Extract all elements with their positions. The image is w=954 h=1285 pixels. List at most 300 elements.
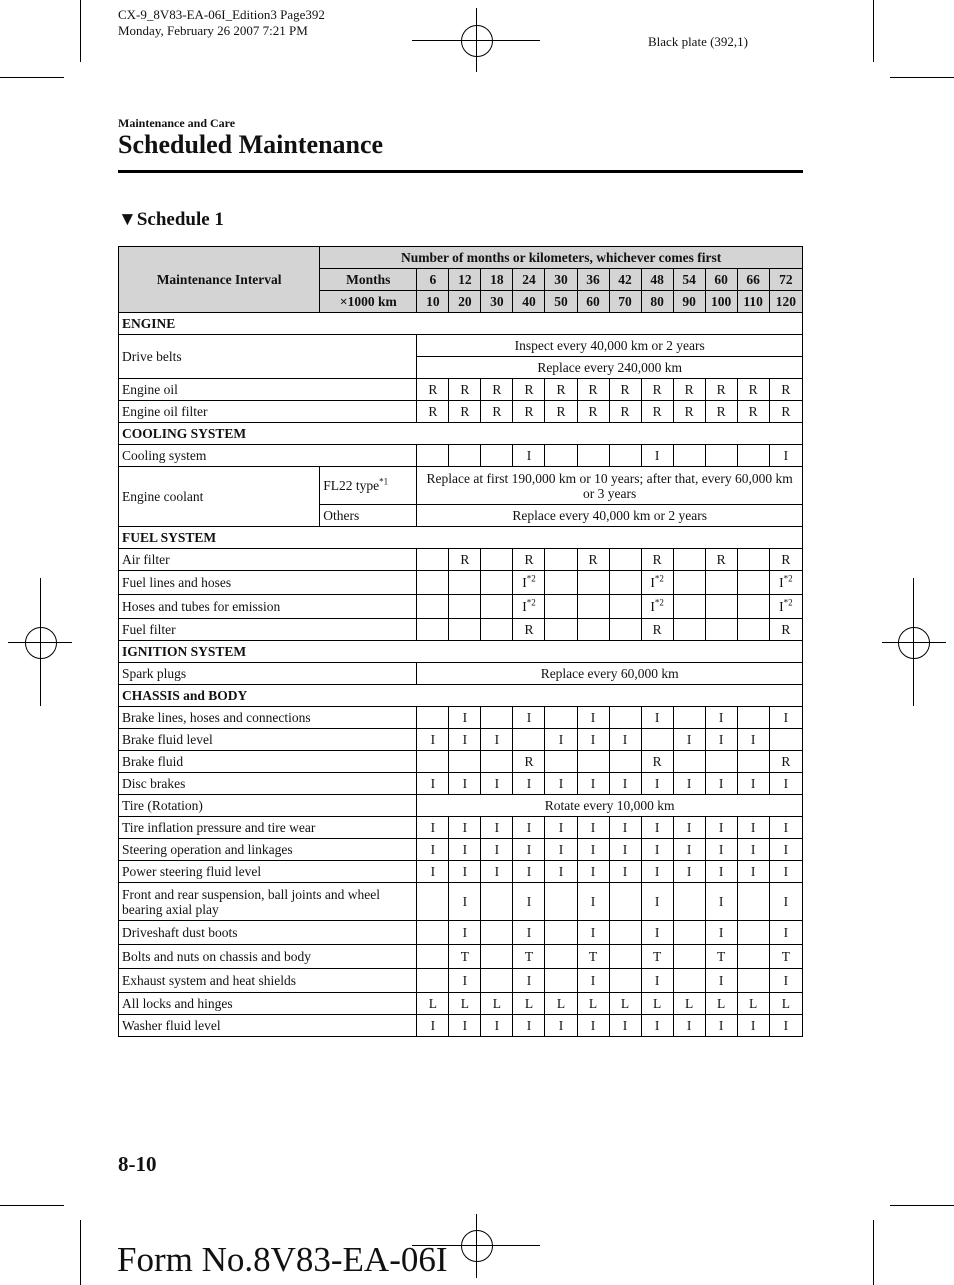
- schedule-mark: I: [558, 776, 564, 791]
- table-row: [119, 751, 803, 773]
- schedule-cell: [769, 445, 802, 467]
- schedule-cell: [737, 993, 769, 1015]
- schedule-mark: I: [494, 1018, 500, 1033]
- schedule-mark: I: [462, 776, 468, 791]
- schedule-mark: I: [650, 575, 655, 590]
- item-label: Exhaust system and heat shields: [119, 969, 417, 993]
- coolant-type-label: FL22 type: [323, 478, 380, 493]
- schedule-cell: [417, 619, 449, 641]
- schedule-mark: I: [654, 842, 660, 857]
- schedule-cell: [577, 549, 609, 571]
- schedule-cell: [737, 883, 769, 921]
- km-cell: 20: [449, 291, 481, 313]
- months-label: Months: [320, 269, 417, 291]
- coolant-type-fl22: [320, 467, 417, 505]
- table-row: [119, 993, 803, 1015]
- item-label: Driveshaft dust boots: [119, 921, 417, 945]
- schedule-cell: [769, 549, 802, 571]
- schedule-cell: [449, 969, 481, 993]
- schedule-mark: I: [718, 732, 724, 747]
- schedule-mark: I: [686, 864, 692, 879]
- schedule-mark: I: [718, 894, 724, 909]
- schedule-mark: I: [558, 864, 564, 879]
- schedule-mark: I: [783, 894, 789, 909]
- table-header-row: [119, 247, 803, 269]
- schedule-mark: I: [462, 925, 468, 940]
- footnote-ref: *2: [654, 573, 664, 584]
- schedule-cell: [449, 921, 481, 945]
- schedule-mark: I: [650, 599, 655, 614]
- schedule-cell: [673, 969, 705, 993]
- month-cell: 24: [513, 269, 545, 291]
- schedule-cell: [705, 883, 737, 921]
- schedule-cell: [417, 729, 449, 751]
- schedule-cell: [545, 401, 577, 423]
- schedule-mark: I: [494, 864, 500, 879]
- schedule-mark: I: [462, 710, 468, 725]
- schedule-cell: [545, 993, 577, 1015]
- schedule-mark: I: [750, 732, 756, 747]
- schedule-cell: [577, 921, 609, 945]
- schedule-mark: L: [588, 996, 598, 1011]
- schedule-mark: I: [622, 820, 628, 835]
- schedule-mark: R: [588, 382, 598, 397]
- schedule-cell: [705, 619, 737, 641]
- schedule-mark: R: [781, 552, 791, 567]
- category-label: CHASSIS and BODY: [119, 685, 803, 707]
- registration-circle: [898, 627, 930, 659]
- schedule-mark: I: [654, 864, 660, 879]
- schedule-cell: [609, 595, 641, 619]
- schedule-cell: [417, 969, 449, 993]
- schedule-mark: I: [654, 1018, 660, 1033]
- schedule-cell: [673, 401, 705, 423]
- schedule-cell: [481, 883, 513, 921]
- crop-mark: [873, 0, 874, 62]
- schedule-cell: [641, 993, 673, 1015]
- schedule-cell: [705, 379, 737, 401]
- month-cell: 30: [545, 269, 577, 291]
- item-label: Engine oil: [119, 379, 417, 401]
- schedule-mark: R: [781, 382, 791, 397]
- schedule-cell: [673, 945, 705, 969]
- interval-note: Replace every 40,000 km or 2 years: [417, 505, 803, 527]
- schedule-mark: I: [718, 864, 724, 879]
- schedule-mark: I: [526, 894, 532, 909]
- maintenance-interval-header: Maintenance Interval: [119, 247, 320, 313]
- schedule-mark: L: [492, 996, 502, 1011]
- schedule-cell: [705, 861, 737, 883]
- schedule-cell: [545, 445, 577, 467]
- km-cell: 10: [417, 291, 449, 313]
- schedule-cell: [673, 571, 705, 595]
- schedule-mark: I: [718, 776, 724, 791]
- table-row: [119, 707, 803, 729]
- schedule-mark: I: [522, 599, 527, 614]
- print-header-line2: Monday, February 26 2007 7:21 PM: [118, 23, 308, 38]
- schedule-mark: I: [494, 732, 500, 747]
- schedule-mark: R: [781, 754, 791, 769]
- schedule-mark: I: [783, 1018, 789, 1033]
- schedule-cell: [705, 445, 737, 467]
- schedule-mark: I: [430, 842, 436, 857]
- schedule-cell: [545, 595, 577, 619]
- schedule-mark: R: [652, 622, 662, 637]
- schedule-cell: [449, 571, 481, 595]
- schedule-cell: [577, 571, 609, 595]
- schedule-cell: [673, 773, 705, 795]
- schedule-cell: [641, 969, 673, 993]
- schedule-cell: [737, 1015, 769, 1037]
- schedule-mark: L: [556, 996, 566, 1011]
- schedule-mark: I: [526, 973, 532, 988]
- schedule-mark: I: [622, 732, 628, 747]
- km-cell: 80: [641, 291, 673, 313]
- schedule-mark: I: [750, 842, 756, 857]
- schedule-mark: R: [524, 552, 534, 567]
- schedule-mark: I: [526, 776, 532, 791]
- schedule-cell: [769, 401, 802, 423]
- schedule-mark: I: [750, 1018, 756, 1033]
- schedule-mark: I: [462, 842, 468, 857]
- schedule-cell: [737, 969, 769, 993]
- schedule-cell: [577, 945, 609, 969]
- month-cell: 6: [417, 269, 449, 291]
- coolant-type-others: Others: [320, 505, 417, 527]
- table-row: [119, 729, 803, 751]
- section-label: Maintenance and Care: [118, 116, 236, 130]
- table-row-drive-belts: [119, 335, 803, 357]
- plate-label: Black plate (392,1): [648, 34, 748, 49]
- schedule-cell: [609, 773, 641, 795]
- schedule-mark: R: [620, 382, 630, 397]
- schedule-cell: [481, 773, 513, 795]
- page-title: Scheduled Maintenance: [118, 130, 384, 159]
- schedule-mark: I: [622, 842, 628, 857]
- schedule-mark: I: [783, 973, 789, 988]
- schedule-title: Schedule 1: [136, 209, 224, 230]
- schedule-mark: L: [749, 996, 758, 1011]
- crop-mark: [0, 77, 64, 78]
- schedule-mark: I: [590, 894, 596, 909]
- schedule-cell: [769, 751, 802, 773]
- table-row: [119, 969, 803, 993]
- schedule-cell: [481, 945, 513, 969]
- schedule-cell: [577, 379, 609, 401]
- schedule-mark: I: [522, 575, 527, 590]
- schedule-cell: [641, 921, 673, 945]
- schedule-cell: [577, 883, 609, 921]
- month-cell: 60: [705, 269, 737, 291]
- schedule-cell: [609, 379, 641, 401]
- schedule-mark: I: [462, 864, 468, 879]
- schedule-cell: [417, 595, 449, 619]
- schedule-cell: [609, 839, 641, 861]
- schedule-cell: [481, 839, 513, 861]
- schedule-cell: [609, 445, 641, 467]
- schedule-cell: [705, 817, 737, 839]
- month-cell: 18: [481, 269, 513, 291]
- schedule-cell: [449, 445, 481, 467]
- schedule-mark: R: [556, 404, 566, 419]
- schedule-cell: [641, 945, 673, 969]
- schedule-mark: T: [588, 949, 598, 964]
- schedule-cell: [609, 993, 641, 1015]
- item-label: Steering operation and linkages: [119, 839, 417, 861]
- schedule-cell: [673, 595, 705, 619]
- schedule-mark: T: [460, 949, 470, 964]
- schedule-cell: [545, 861, 577, 883]
- schedule-mark: L: [620, 996, 630, 1011]
- crop-mark: [80, 1220, 81, 1285]
- item-label: Brake lines, hoses and connections: [119, 707, 417, 729]
- km-label: ×1000 km: [320, 291, 417, 313]
- schedule-cell: [513, 1015, 545, 1037]
- schedule-cell: [705, 993, 737, 1015]
- schedule-cell: [545, 817, 577, 839]
- schedule-cell: [673, 861, 705, 883]
- item-label: Disc brakes: [119, 773, 417, 795]
- schedule-mark: R: [652, 552, 662, 567]
- schedule-mark: I: [718, 1018, 724, 1033]
- schedule-mark: L: [684, 996, 694, 1011]
- schedule-cell: [449, 729, 481, 751]
- schedule-cell: [769, 969, 802, 993]
- schedule-cell: [417, 861, 449, 883]
- schedule-mark: I: [526, 710, 532, 725]
- schedule-cell: [417, 401, 449, 423]
- schedule-mark: I: [590, 842, 596, 857]
- schedule-cell: [449, 773, 481, 795]
- schedule-cell: [545, 571, 577, 595]
- schedule-cell: [737, 549, 769, 571]
- item-label: Front and rear suspension, ball joints and wheel bearing axial play: [119, 883, 417, 921]
- schedule-mark: I: [654, 894, 660, 909]
- schedule-cell: [417, 839, 449, 861]
- schedule-cell: [705, 549, 737, 571]
- schedule-cell: [513, 401, 545, 423]
- schedule-cell: [545, 751, 577, 773]
- crop-mark: [873, 1220, 874, 1285]
- footnote-ref: *2: [526, 597, 536, 608]
- schedule-cell: [481, 379, 513, 401]
- schedule-cell: [673, 921, 705, 945]
- schedule-mark: I: [686, 842, 692, 857]
- schedule-cell: [737, 751, 769, 773]
- schedule-mark: I: [779, 575, 784, 590]
- item-label: Washer fluid level: [119, 1015, 417, 1037]
- schedule-mark: R: [460, 382, 470, 397]
- schedule-cell: [481, 751, 513, 773]
- schedule-cell: [673, 817, 705, 839]
- schedule-mark: R: [492, 404, 502, 419]
- schedule-mark: I: [654, 925, 660, 940]
- crop-mark: [0, 1205, 64, 1206]
- schedule-cell: [577, 969, 609, 993]
- schedule-cell: [769, 861, 802, 883]
- schedule-cell: [705, 969, 737, 993]
- schedule-cell: [449, 839, 481, 861]
- schedule-mark: R: [620, 404, 630, 419]
- schedule-cell: [481, 707, 513, 729]
- schedule-mark: L: [717, 996, 726, 1011]
- schedule-cell: [577, 619, 609, 641]
- item-label: Drive belts: [119, 335, 417, 379]
- schedule-cell: [513, 707, 545, 729]
- schedule-cell: [513, 595, 545, 619]
- schedule-cell: [737, 619, 769, 641]
- schedule-cell: [545, 707, 577, 729]
- schedule-cell: [513, 993, 545, 1015]
- schedule-cell: [737, 571, 769, 595]
- schedule-mark: I: [718, 710, 724, 725]
- schedule-cell: [545, 969, 577, 993]
- schedule-cell: [673, 883, 705, 921]
- schedule-cell: [545, 921, 577, 945]
- schedule-mark: I: [430, 1018, 436, 1033]
- schedule-cell: [417, 707, 449, 729]
- schedule-cell: [545, 619, 577, 641]
- footnote-ref: *2: [783, 573, 793, 584]
- interval-note: Inspect every 40,000 km or 2 years: [417, 335, 803, 357]
- schedule-cell: [705, 729, 737, 751]
- schedule-cell: [673, 619, 705, 641]
- schedule-cell: [513, 945, 545, 969]
- schedule-cell: [705, 1015, 737, 1037]
- table-row: [119, 379, 803, 401]
- km-cell: 40: [513, 291, 545, 313]
- schedule-cell: [769, 595, 802, 619]
- table-row: [119, 861, 803, 883]
- table-row: [119, 883, 803, 921]
- schedule-mark: I: [462, 894, 468, 909]
- schedule-mark: I: [526, 820, 532, 835]
- table-row: [119, 945, 803, 969]
- month-cell: 54: [673, 269, 705, 291]
- schedule-cell: [481, 969, 513, 993]
- schedule-mark: R: [524, 754, 534, 769]
- schedule-cell: [737, 921, 769, 945]
- schedule-cell: [513, 883, 545, 921]
- schedule-cell: [481, 549, 513, 571]
- km-cell: 90: [673, 291, 705, 313]
- schedule-mark: R: [428, 382, 438, 397]
- schedule-cell: [449, 401, 481, 423]
- schedule-cell: [577, 1015, 609, 1037]
- schedule-mark: I: [590, 710, 596, 725]
- schedule-mark: I: [430, 776, 436, 791]
- schedule-cell: [481, 619, 513, 641]
- schedule-cell: [577, 445, 609, 467]
- schedule-cell: [513, 619, 545, 641]
- schedule-cell: [641, 751, 673, 773]
- schedule-cell: [513, 861, 545, 883]
- schedule-cell: [769, 1015, 802, 1037]
- table-row: [119, 1015, 803, 1037]
- schedule-cell: [417, 445, 449, 467]
- schedule-mark: R: [781, 622, 791, 637]
- schedule-mark: I: [718, 820, 724, 835]
- schedule-mark: R: [492, 382, 502, 397]
- schedule-mark: R: [652, 404, 662, 419]
- schedule-mark: R: [652, 382, 662, 397]
- schedule-mark: I: [590, 973, 596, 988]
- table-row: [119, 595, 803, 619]
- schedule-cell: [705, 595, 737, 619]
- schedule-mark: I: [462, 820, 468, 835]
- footnote-ref: *2: [526, 573, 536, 584]
- schedule-cell: [769, 945, 802, 969]
- schedule-mark: R: [716, 552, 726, 567]
- schedule-cell: [577, 401, 609, 423]
- table-row: [119, 445, 803, 467]
- schedule-cell: [417, 883, 449, 921]
- schedule-mark: R: [588, 404, 598, 419]
- schedule-cell: [641, 549, 673, 571]
- schedule-cell: [673, 751, 705, 773]
- schedule-cell: [481, 571, 513, 595]
- schedule-cell: [481, 445, 513, 467]
- month-cell: 42: [609, 269, 641, 291]
- schedule-cell: [449, 707, 481, 729]
- schedule-mark: I: [462, 732, 468, 747]
- schedule-cell: [673, 729, 705, 751]
- schedule-mark: R: [716, 382, 726, 397]
- table-row: [119, 619, 803, 641]
- schedule-cell: [417, 921, 449, 945]
- schedule-mark: I: [654, 973, 660, 988]
- schedule-cell: [609, 945, 641, 969]
- item-label: Spark plugs: [119, 663, 417, 685]
- schedule-mark: I: [750, 820, 756, 835]
- schedule-mark: R: [652, 754, 662, 769]
- schedule-cell: [609, 861, 641, 883]
- schedule-cell: [449, 945, 481, 969]
- schedule-cell: [513, 379, 545, 401]
- table-row: [119, 839, 803, 861]
- footnote-ref: *2: [654, 597, 664, 608]
- schedule-cell: [513, 773, 545, 795]
- schedule-cell: [577, 817, 609, 839]
- schedule-cell: [641, 861, 673, 883]
- schedule-cell: [545, 773, 577, 795]
- schedule-mark: R: [716, 404, 726, 419]
- schedule-cell: [417, 571, 449, 595]
- schedule-mark: I: [654, 820, 660, 835]
- schedule-cell: [417, 1015, 449, 1037]
- schedule-mark: I: [494, 820, 500, 835]
- item-label: Brake fluid level: [119, 729, 417, 751]
- category-row-chassis: [119, 685, 803, 707]
- schedule-cell: [609, 619, 641, 641]
- km-cell: 50: [545, 291, 577, 313]
- schedule-cell: [609, 969, 641, 993]
- schedule-cell: [609, 817, 641, 839]
- schedule-cell: [641, 839, 673, 861]
- schedule-mark: T: [717, 949, 726, 964]
- schedule-mark: I: [462, 1018, 468, 1033]
- table-row: [119, 921, 803, 945]
- schedule-mark: R: [748, 404, 758, 419]
- schedule-mark: I: [590, 1018, 596, 1033]
- km-cell: 70: [609, 291, 641, 313]
- schedule-mark: I: [558, 732, 564, 747]
- print-header: [118, 7, 325, 39]
- schedule-mark: I: [558, 842, 564, 857]
- schedule-cell: [705, 839, 737, 861]
- schedule-cell: [513, 571, 545, 595]
- schedule-cell: [577, 993, 609, 1015]
